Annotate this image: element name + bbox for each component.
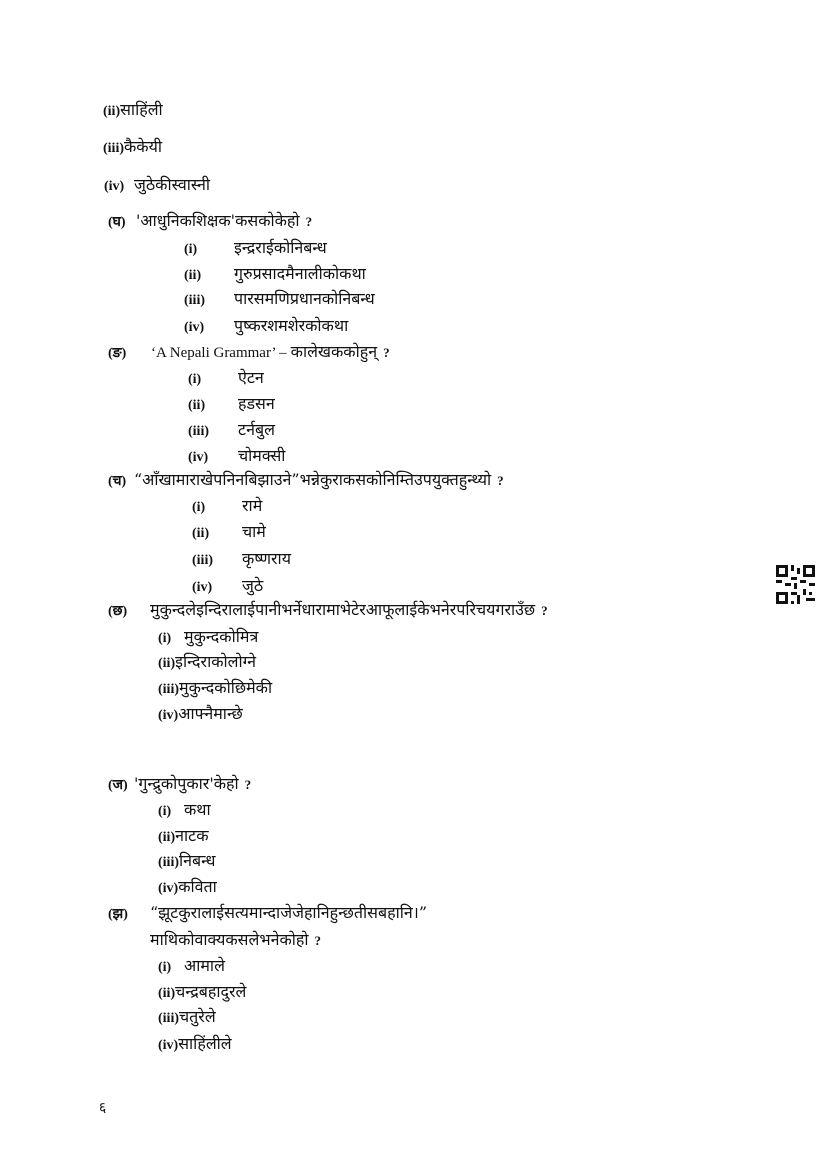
item-number: (ii) (158, 656, 176, 671)
line-text: 'आधुनिकशिक्षक'कसकोकेहो (136, 211, 300, 230)
option-line (158, 982, 246, 1004)
option-line (158, 877, 217, 899)
line-text: इन्दिराकोलोग्ने (175, 652, 257, 671)
line-text: कृष्णराय (242, 549, 291, 568)
option-line (184, 238, 327, 260)
line-text: मुकुन्दकोमित्र (184, 627, 259, 646)
line-text: 'गुन्द्रुकोपुकार'केहो (134, 774, 239, 793)
option-line (158, 851, 215, 873)
option-line (158, 652, 256, 674)
option-line (188, 420, 275, 442)
question-line (108, 774, 251, 796)
line-text: चन्द्रबहादुरले (175, 982, 247, 1001)
item-number: (i) (158, 631, 172, 646)
item-number: (iii) (158, 855, 179, 870)
option-line (192, 576, 263, 598)
line-text: निबन्ध (179, 851, 216, 870)
option-line (158, 1007, 216, 1029)
option-line (188, 394, 275, 416)
line-text: कैकेयी (124, 137, 163, 156)
option-line (188, 368, 264, 390)
option-line (184, 264, 366, 286)
question-mark: ? (305, 214, 313, 229)
option-line (192, 496, 262, 518)
item-number: (i) (158, 804, 172, 819)
line-text: गुरुप्रसादमैनालीकोकथा (234, 264, 366, 283)
question-mark: ? (497, 473, 504, 488)
item-number: (iii) (103, 141, 124, 156)
line-text: हडसन (238, 394, 275, 413)
option-line (192, 522, 266, 544)
option-line (158, 627, 258, 649)
option-line (103, 100, 163, 122)
question-line (108, 600, 548, 622)
item-number: (ii) (184, 268, 202, 283)
line-text: नाटक (175, 826, 209, 845)
line-text: चतुरेले (179, 1007, 216, 1026)
question-line (108, 211, 312, 233)
item-number: (ङ) (108, 346, 127, 361)
item-number: (iv) (188, 450, 209, 465)
item-number: (iv) (184, 320, 205, 335)
item-number: (ii) (192, 526, 210, 541)
option-line (188, 446, 285, 468)
option-line (158, 704, 243, 726)
item-number: (iii) (158, 1011, 179, 1026)
item-number: (ii) (158, 830, 176, 845)
question-line (108, 470, 504, 492)
qr-code-icon (776, 565, 815, 604)
item-number: (ज) (108, 778, 128, 793)
page-number: ६ (99, 1100, 107, 1116)
line-text: पुष्करशमशेरकोकथा (234, 316, 349, 335)
question-mark: ? (383, 345, 390, 360)
line-text: चामे (242, 522, 266, 541)
item-number: (iv) (158, 1038, 179, 1053)
item-number: (ii) (103, 104, 121, 119)
line-text: टर्नबुल (238, 420, 275, 439)
question-line (108, 903, 427, 925)
line-text: आफ्नैमान्छे (178, 704, 243, 723)
line-text: कथा (184, 800, 211, 819)
option-line (158, 956, 225, 978)
option-line (192, 549, 291, 571)
item-number: (च) (108, 474, 127, 489)
line-text: कविता (178, 877, 217, 896)
line-text: साहिंलीले (178, 1034, 232, 1053)
item-number: (iii) (184, 293, 205, 308)
item-number: (i) (184, 242, 198, 257)
line-text: ऐटन (238, 368, 264, 387)
question-mark: ? (541, 603, 548, 618)
line-text: “झूटकुरालाईसत्यमान्दाजेजेहानिहुन्छतीसबहानि।” (150, 903, 428, 922)
question-line (108, 342, 390, 364)
item-number: (iii) (188, 424, 209, 439)
item-number: (ii) (188, 398, 206, 413)
line-text: साहिंली (120, 100, 163, 119)
item-number: (i) (158, 960, 172, 975)
line-text: रामे (242, 496, 263, 515)
line-text: कालेखककोहुन् (290, 342, 378, 361)
line-text: जुठे (242, 576, 264, 595)
option-line (158, 678, 272, 700)
line-text: चोमक्सी (238, 446, 286, 465)
question-line (150, 930, 321, 951)
line-text: आमाले (184, 956, 225, 975)
line-text: मुकुन्दकोछिमेकी (179, 678, 273, 697)
option-line (104, 175, 210, 197)
item-number: (i) (192, 500, 206, 515)
item-number: (ii) (158, 986, 176, 1001)
item-number: (iii) (192, 553, 213, 568)
option-line (158, 826, 209, 848)
item-number: (छ) (108, 604, 128, 619)
item-number: (iv) (192, 580, 213, 595)
option-line (103, 137, 162, 159)
item-number: (iv) (104, 179, 125, 194)
line-text: इन्द्रराईकोनिबन्ध (234, 238, 327, 257)
option-line (184, 289, 375, 311)
item-number: (घ) (108, 215, 126, 230)
book-title: ‘A Nepali Grammar’ – (151, 345, 287, 361)
option-line (158, 1034, 232, 1056)
option-line (158, 800, 211, 822)
option-line (184, 316, 348, 338)
question-mark: ? (244, 777, 252, 792)
line-text: “आँखामाराखेपनिनबिझाउने”भन्नेकुराकसकोनिम्तिउपयुक्तहुन्थ्यो (134, 470, 492, 489)
line-text: माथिकोवाक्यकसलेभनेकोहो (150, 930, 309, 949)
item-number: (iv) (158, 708, 179, 723)
item-number: (iii) (158, 682, 179, 697)
line-text: पारसमणिप्रधानकोनिबन्ध (234, 289, 375, 308)
question-mark: ? (314, 933, 322, 948)
item-number: (iv) (158, 881, 179, 896)
item-number: (झ) (108, 907, 128, 922)
line-text: मुकुन्दलेइन्दिरालाईपानीभर्नेधारामाभेटेरआफूलाईकेभनेरपरिचयगराउँछ (150, 600, 536, 619)
line-text: जुठेकीस्वास्नी (134, 175, 211, 194)
item-number: (i) (188, 372, 202, 387)
